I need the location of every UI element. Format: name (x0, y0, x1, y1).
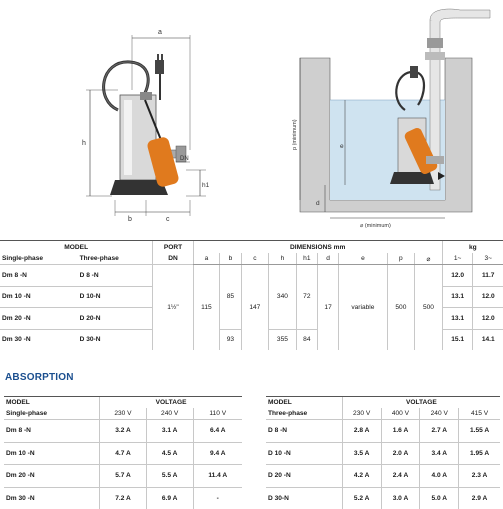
kg1-value: 15.1 (442, 329, 473, 350)
table-row (266, 442, 500, 465)
col-single-phase: Single-phase (6, 410, 48, 417)
h-value-2: 355 (269, 329, 297, 350)
current-value: 5.2 A (353, 494, 370, 502)
header-model: MODEL (4, 397, 100, 409)
current-value: - (216, 494, 219, 502)
row-single: Dm 8 -N (0, 265, 78, 287)
col-width: ⌀ (415, 253, 443, 265)
table-row (0, 265, 503, 287)
current-value: 11.4 A (208, 472, 228, 480)
col-h: h (269, 253, 297, 265)
col-h1: h1 (296, 253, 317, 265)
col-c: c (241, 253, 269, 265)
absorption-single-table (4, 396, 242, 509)
model-name: Dm 8 -N (6, 427, 31, 435)
b-value-1: 85 (220, 265, 241, 330)
c-value: 147 (241, 265, 269, 351)
current-value: 3.1 A (161, 427, 178, 435)
current-value: 7.2 A (115, 494, 131, 502)
absorption-title: ABSORPTION (5, 372, 74, 383)
current-value: 3.5 A (353, 449, 370, 457)
col-voltage: 400 V (381, 408, 420, 420)
table-row (4, 442, 242, 465)
row-single: Dm 30 -N (0, 329, 78, 350)
table-row (266, 487, 500, 509)
model-name: D 10 -N (268, 449, 291, 457)
h-value-1: 340 (269, 265, 297, 330)
header-dimensions: DIMENSIONS mm (193, 241, 442, 254)
current-value: 3.0 A (392, 494, 409, 502)
kg3-value: 12.0 (473, 286, 503, 308)
current-value: 4.5 A (161, 449, 178, 457)
col-a: a (193, 253, 220, 265)
width-value: 500 (415, 265, 443, 351)
dim-label-width-min: ⌀ (minimum) (360, 223, 391, 229)
pump-side-drawing (86, 35, 206, 216)
port-value: 1½" (153, 265, 193, 351)
dim-label-a: a (158, 29, 162, 36)
dim-label-dn: DN (180, 156, 189, 162)
current-value: 1.6 A (392, 427, 409, 435)
table-row (4, 420, 242, 443)
kg3-value: 12.0 (473, 308, 503, 330)
row-three: D 20-N (78, 308, 153, 330)
current-value: 5.5 A (161, 472, 178, 480)
header-voltage: VOLTAGE (342, 397, 500, 409)
header-model: MODEL (0, 241, 153, 254)
model-name: Dm 30 -N (6, 494, 35, 502)
current-value: 5.7 A (115, 472, 131, 480)
current-value: 1.95 A (469, 449, 490, 457)
row-three: D 10-N (78, 286, 153, 308)
dim-label-e: e (340, 143, 344, 150)
kg1-value: 13.1 (442, 286, 473, 308)
table-row (266, 465, 500, 488)
kg3-value: 11.7 (473, 265, 503, 287)
table-row (266, 420, 500, 443)
table-row (4, 465, 242, 488)
dim-label-c: c (166, 216, 170, 223)
current-value: 9.4 A (209, 449, 226, 457)
b-value-2: 93 (220, 329, 241, 350)
current-value: 3.2 A (115, 427, 131, 435)
header-kg: kg (442, 241, 503, 254)
dim-label-d: d (316, 200, 320, 207)
d-value: 17 (317, 265, 338, 351)
header-port: PORT (153, 241, 193, 254)
p-value: 500 (387, 265, 415, 351)
row-single: Dm 10 -N (0, 286, 78, 308)
dim-label-h: h (82, 140, 86, 147)
current-value: 4.7 A (115, 449, 131, 457)
col-single-phase: Single-phase (2, 255, 44, 262)
col-voltage: 230 V (100, 408, 147, 420)
current-value: 4.0 A (431, 472, 447, 480)
current-value: 4.2 A (353, 472, 370, 480)
header-voltage: VOLTAGE (100, 397, 242, 409)
col-b: b (220, 253, 241, 265)
current-value: 3.4 A (431, 449, 447, 457)
current-value: 2.0 A (392, 449, 409, 457)
col-voltage: 230 V (342, 408, 381, 420)
col-p: p (387, 253, 415, 265)
current-value: 6.9 A (161, 494, 178, 502)
dimensions-table (0, 240, 503, 350)
dim-label-b: b (128, 216, 132, 223)
current-value: 5.0 A (431, 494, 447, 502)
col-voltage: 240 V (146, 408, 193, 420)
model-name: D 8 -N (268, 427, 288, 435)
current-value: 2.9 A (471, 494, 488, 502)
current-value: 2.4 A (392, 472, 409, 480)
col-voltage: 415 V (459, 408, 500, 420)
a-value: 115 (193, 265, 220, 351)
col-kg-3: 3~ (473, 253, 503, 265)
absorption-three-table (266, 396, 500, 509)
pump-drawings (0, 0, 503, 236)
current-value: 2.8 A (353, 427, 370, 435)
header-model: MODEL (266, 397, 342, 409)
model-name: Dm 20 -N (6, 472, 35, 480)
col-e: e (339, 253, 387, 265)
table-row (4, 487, 242, 509)
dim-label-p: p (minimum) (292, 119, 298, 150)
h1-value-2: 84 (296, 329, 317, 350)
current-value: 2.3 A (471, 472, 488, 480)
col-three-phase: Three-phase (268, 410, 308, 417)
row-three: D 8 -N (78, 265, 153, 287)
col-voltage: 110 V (193, 408, 242, 420)
model-name: D 20 -N (268, 472, 291, 480)
model-name: Dm 10 -N (6, 449, 35, 457)
col-kg-1: 1~ (442, 253, 473, 265)
current-value: 1.55 A (469, 427, 490, 435)
col-three-phase: Three-phase (79, 255, 119, 262)
col-d: d (317, 253, 338, 265)
current-value: 2.7 A (431, 427, 447, 435)
kg1-value: 13.1 (442, 308, 473, 330)
dim-label-h1: h1 (202, 182, 210, 189)
kg1-value: 12.0 (442, 265, 473, 287)
current-value: 6.4 A (209, 427, 226, 435)
e-value: variable (339, 265, 387, 351)
model-name: D 30-N (268, 494, 289, 502)
col-dn: DN (153, 253, 193, 265)
row-three: D 30-N (78, 329, 153, 350)
tank-install-drawing (300, 9, 490, 218)
kg3-value: 14.1 (473, 329, 503, 350)
col-voltage: 240 V (420, 408, 459, 420)
row-single: Dm 20 -N (0, 308, 78, 330)
h1-value-1: 72 (296, 265, 317, 330)
